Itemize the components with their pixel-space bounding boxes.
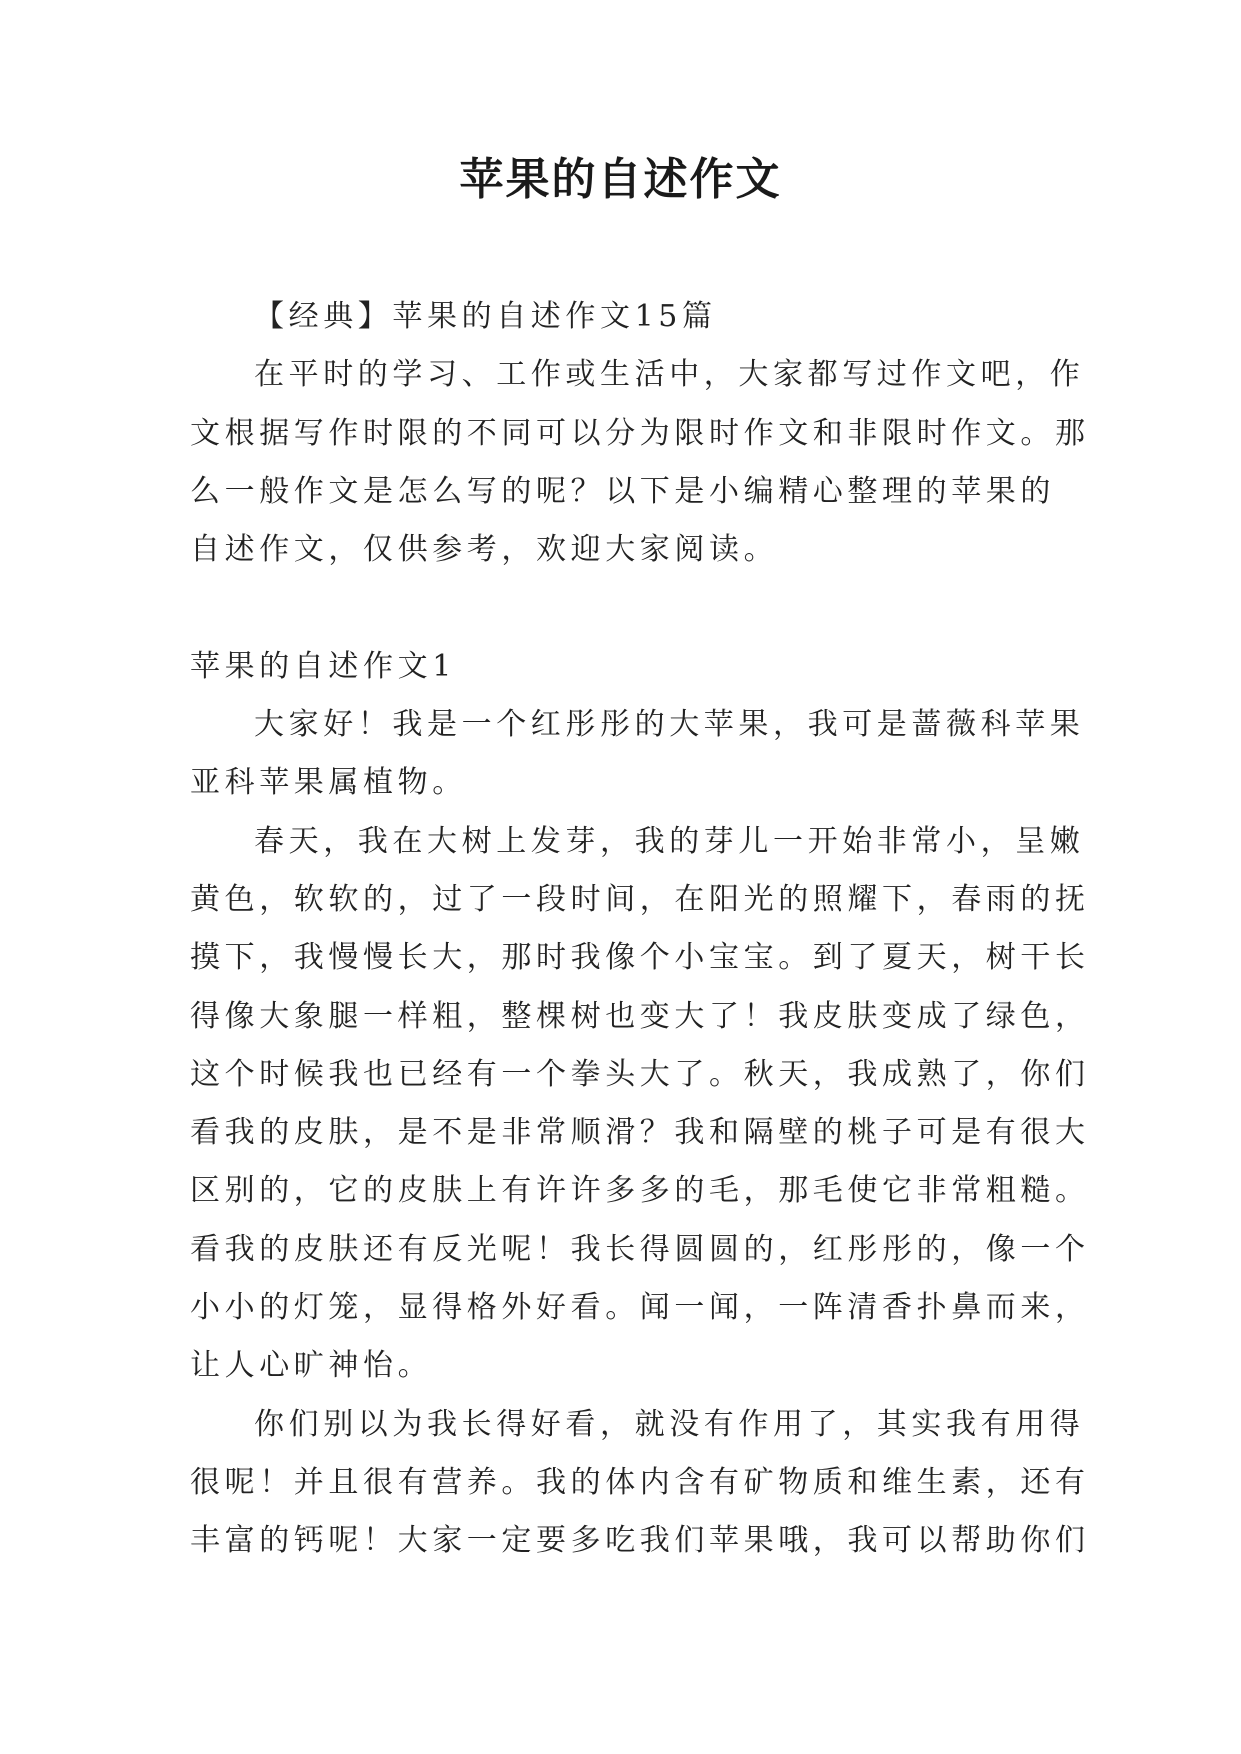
paragraph-1 <box>190 696 1085 813</box>
intro-line: 么一般作文是怎么写的呢？以下是小编精心整理的苹果的 <box>190 473 1055 509</box>
document-title: 苹果的自述作文 <box>459 154 782 205</box>
paragraph-line: 黄色，软软的，过了一段时间，在阳光的照耀下，春雨的抚 <box>190 881 1090 917</box>
article-heading: 【经典】苹果的自述作文15篇 <box>254 299 717 334</box>
paragraph-line: 得像大象腿一样粗，整棵树也变大了！我皮肤变成了绿色， <box>190 998 1090 1034</box>
paragraph-line: 亚科苹果属植物。 <box>190 765 467 801</box>
document-body <box>190 288 1090 1571</box>
paragraph-line: 摸下，我慢慢长大，那时我像个小宝宝。到了夏天，树干长 <box>190 940 1090 976</box>
paragraph-line: 区别的，它的皮肤上有许许多多的毛，那毛使它非常粗糙。 <box>190 1173 1090 1209</box>
paragraph-line: 很呢！并且很有营养。我的体内含有矿物质和维生素，还有 <box>190 1464 1090 1500</box>
intro-paragraph <box>190 346 1090 579</box>
paragraph-gap <box>190 579 1070 637</box>
paragraph-line: 看我的皮肤还有反光呢！我长得圆圆的，红彤彤的，像一个 <box>190 1231 1090 1267</box>
section-title: 苹果的自述作文1 <box>190 648 456 684</box>
paragraph-line: 小小的灯笼，显得格外好看。闻一闻，一阵清香扑鼻而来， <box>190 1290 1090 1326</box>
paragraph-2 <box>190 813 1090 1396</box>
paragraph-line: 丰富的钙呢！大家一定要多吃我们苹果哦，我可以帮助你们 <box>190 1523 1090 1559</box>
paragraph-line: 让人心旷神怡。 <box>190 1348 433 1384</box>
intro-line: 在平时的学习、工作或生活中，大家都写过作文吧，作 <box>254 357 1085 393</box>
paragraph-line: 看我的皮肤，是不是非常顺滑？我和隔壁的桃子可是有很大 <box>190 1115 1090 1151</box>
paragraph-line: 这个时候我也已经有一个拳头大了。秋天，我成熟了，你们 <box>190 1056 1090 1092</box>
paragraph-line: 你们别以为我长得好看，就没有作用了，其实我有用得 <box>254 1406 1085 1442</box>
intro-line: 自述作文，仅供参考，欢迎大家阅读。 <box>190 532 779 568</box>
paragraph-3 <box>190 1396 1090 1571</box>
paragraph-line: 大家好！我是一个红彤彤的大苹果，我可是蔷薇科苹果 <box>254 707 1085 743</box>
paragraph-line: 春天，我在大树上发芽，我的芽儿一开始非常小，呈嫩 <box>254 823 1085 859</box>
intro-line: 文根据写作时限的不同可以分为限时作文和非限时作文。那 <box>190 415 1090 451</box>
